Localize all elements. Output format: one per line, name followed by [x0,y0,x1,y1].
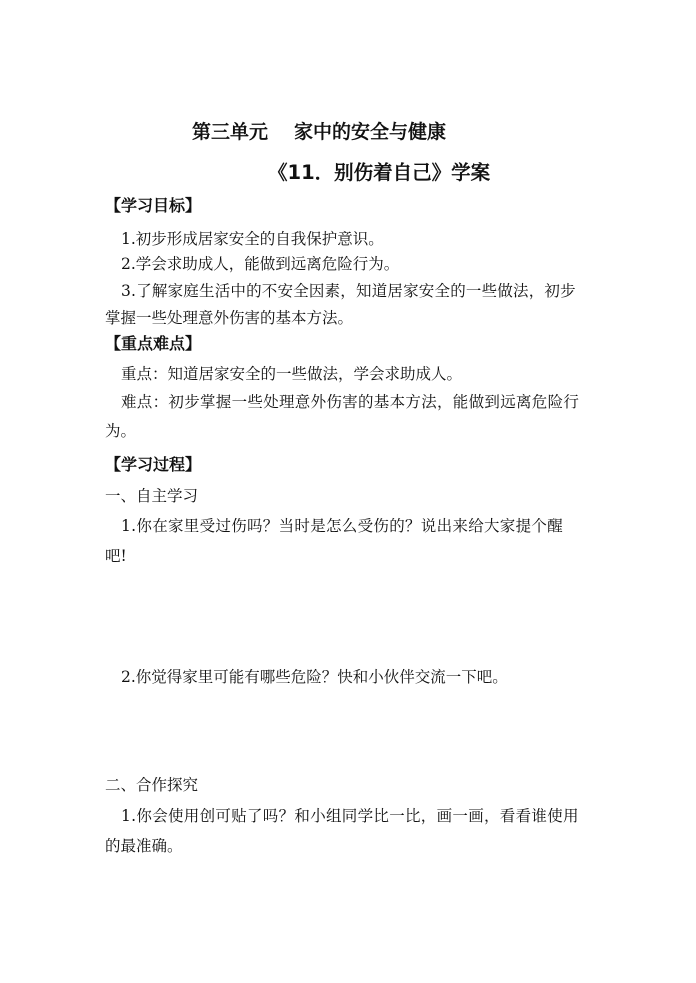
section2-question-1-cont: 的最准确。 [105,837,183,855]
process-heading: 【学习过程】 [105,455,202,474]
unit-title [192,117,446,144]
section1-title: 一、自主学习 [105,487,199,505]
objective-item-1: 1.初步形成居家安全的自我保护意识。 [121,230,384,248]
section1-question-2: 2.你觉得家里可能有哪些危险？快和小伙伴交流一下吧。 [121,668,508,686]
section2-question-1: 1.你会使用创可贴了吗？和小组同学比一比，画一画，看看谁使用 [121,807,579,825]
lesson-title: 《11．别伤着自己》学案 [268,161,491,184]
section2-title: 二、合作探究 [105,776,199,794]
section1-question-1: 1.你在家里受过伤吗？当时是怎么受伤的？说出来给大家提个醒 [121,517,563,535]
unit-name: 家中的安全与健康 [294,121,447,143]
key-points-heading: 【重点难点】 [105,334,202,353]
objective-item-3-cont: 掌握一些处理意外伤害的基本方法。 [105,309,354,327]
objective-item-3: 3.了解家庭生活中的不安全因素，知道居家安全的一些做法，初步 [121,282,576,300]
unit-number: 第三单元 [192,121,269,143]
key-point-difficulty: 难点：初步掌握一些处理意外伤害的基本方法，能做到远离危险行 [121,393,580,411]
section1-question-1-cont: 吧! [105,547,127,565]
key-point-difficulty-cont: 为。 [105,422,137,440]
key-point-focus: 重点：知道居家安全的一些做法，学会求助成人。 [121,365,463,383]
objectives-heading: 【学习目标】 [105,196,202,215]
objective-item-2: 2.学会求助成人，能做到远离危险行为。 [121,255,400,273]
